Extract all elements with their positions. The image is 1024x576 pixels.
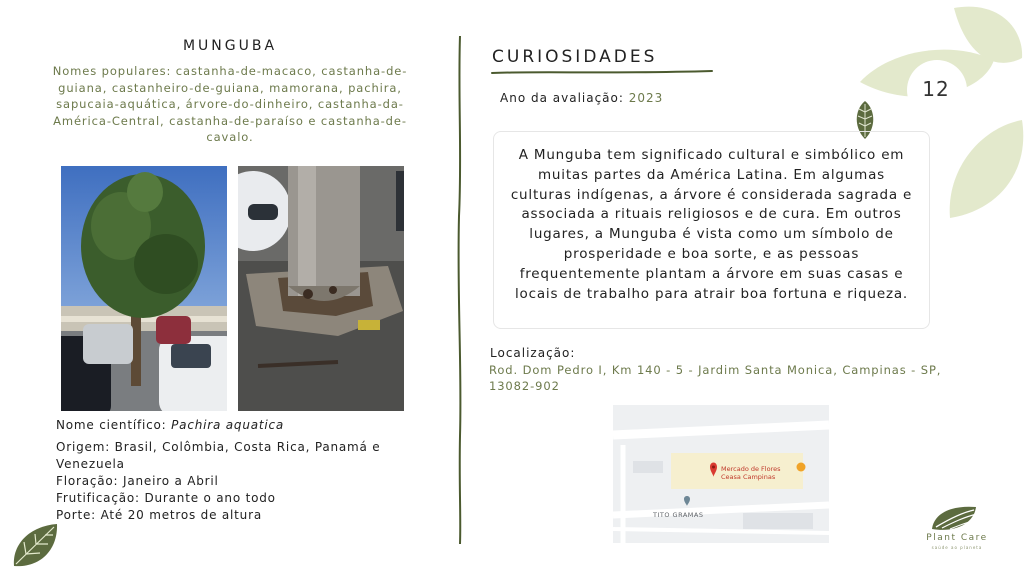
photo-tree <box>61 166 227 411</box>
photo-trunk <box>238 166 404 411</box>
location-map <box>613 405 829 543</box>
fruiting: Frutificação: Durante o ano todo <box>56 491 276 505</box>
brand-name: Plant Care <box>926 533 988 543</box>
scientific-name-label: Nome científico: <box>56 418 172 432</box>
origin: Origem: Brasil, Colômbia, Costa Rica, Panamá e Venezuela <box>56 440 381 471</box>
scientific-name-line <box>56 417 416 434</box>
year-label: Ano da avaliação: <box>500 91 629 105</box>
location-label: Localização: <box>490 346 576 360</box>
map-place-label <box>721 465 781 481</box>
scientific-name: Pachira aquatica <box>171 418 285 432</box>
page-number: 12 <box>922 77 950 101</box>
location-address: Rod. Dom Pedro I, Km 140 - 5 - Jardim Santa Monica, Campinas - SP, 13082-902 <box>489 363 942 393</box>
flowering: Floração: Janeiro a Abril <box>56 474 219 488</box>
column-divider <box>455 36 465 544</box>
curiosity-text: A Munguba tem significado cultural e simbólico em muitas partes da América Latina. Em algumas culturas indígenas, a árvore é considerada sagrada e associada a rituais religiosos e de cura. Em outros lugares, a Munguba é vista como um símbolo de prosperidade e boa sorte, e as pessoas frequentemente plantam a árvore em suas casas e locais de trabalho para atrair boa fortuna e riqueza. <box>510 147 913 302</box>
map-place-line2: Ceasa Campinas <box>721 473 776 481</box>
plant-facts <box>56 417 416 524</box>
brand-tagline: saúde ao planeta <box>931 545 983 550</box>
curiosity-box <box>493 131 930 329</box>
evaluation-year <box>500 91 663 105</box>
map-street-label: TITO GRAMAS <box>653 511 704 519</box>
plant-title: MUNGUBA <box>182 38 278 54</box>
map-place-line1: Mercado de Flores <box>721 465 781 473</box>
size: Porte: Até 20 metros de altura <box>56 508 262 522</box>
decorative-leaf-bottom-left-icon <box>10 522 60 570</box>
section-title: CURIOSIDADES <box>492 47 658 67</box>
year-value: 2023 <box>628 91 664 105</box>
plant-care-logo-icon <box>930 503 982 533</box>
popular-names: Nomes populares: castanha-de-macaco, castanha-de-guiana, castanheiro-de-guiana, mamorana, pachira, sapucaia-aquática, árvore-do-dinheiro, castanha-da-América-Central, castanha-de-paraíso e castanha-de-cavalo. <box>52 64 408 144</box>
title-underline <box>490 68 715 76</box>
